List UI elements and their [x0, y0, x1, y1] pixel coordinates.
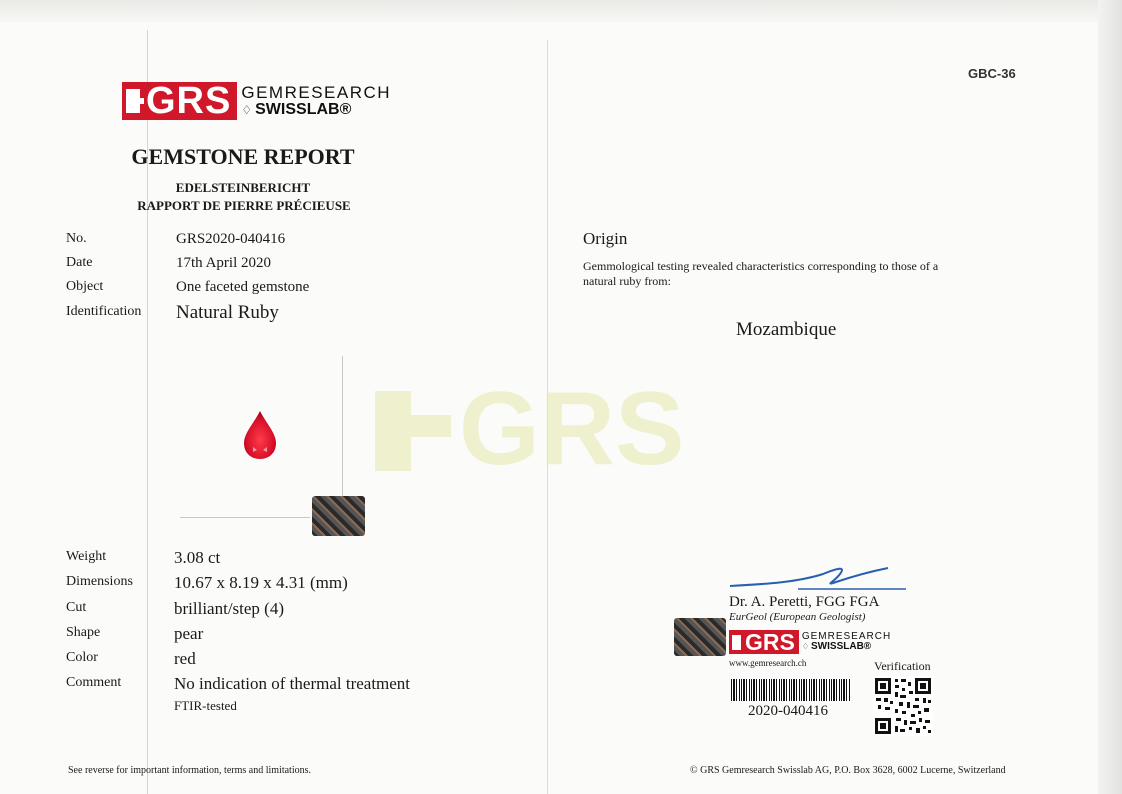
diamond-icon: ♢ [241, 102, 253, 117]
info-label-object: Object [66, 279, 104, 294]
grs-logo-small-mark [729, 630, 799, 654]
swiss-cross-small-icon [732, 635, 741, 650]
hologram-seal-image [312, 496, 365, 536]
signature-scribble [728, 562, 908, 594]
spec-label-dimensions: Dimensions [66, 574, 133, 589]
logo-small-line-1: GEMRESEARCH [801, 630, 892, 642]
paper-right-edge [1098, 0, 1122, 794]
grs-logo-text: GRS [146, 79, 232, 122]
grs-logo-small [729, 630, 891, 654]
hologram-seal-small [674, 618, 726, 656]
barcode [731, 679, 851, 701]
watermark-bar-icon [411, 415, 451, 437]
origin-heading: Origin [583, 229, 628, 248]
photo-guide-vertical [342, 356, 343, 518]
spec-label-comment: Comment [66, 675, 122, 690]
spec-value-color: red [174, 649, 196, 668]
photo-guide-horizontal [180, 517, 310, 518]
spec-label-cut: Cut [66, 600, 87, 615]
diamond-small-icon: ♢ [801, 642, 810, 652]
grs-logo-small-text: GRS [745, 628, 795, 655]
grs-logo-small-wordmark [802, 632, 891, 653]
info-value-object: One faceted gemstone [176, 279, 310, 295]
info-value-identification: Natural Ruby [176, 302, 279, 323]
footer-right-note: © GRS Gemresearch Swisslab AG, P.O. Box 3628, 6002 Lucerne, Switzerland [690, 765, 1006, 776]
spec-value-shape: pear [174, 624, 204, 643]
report-title: GEMSTONE REPORT [131, 144, 355, 169]
logo-small-line-2: SWISSLAB® [811, 641, 872, 652]
website-text: www.gemresearch.ch [729, 658, 807, 668]
signature-title: EurGeol (European Geologist) [729, 611, 866, 623]
watermark-logo [375, 371, 685, 487]
spec-value-cut: brilliant/step (4) [174, 599, 285, 618]
info-label-identification: Identification [66, 304, 142, 319]
grs-logo-wordmark [241, 84, 391, 119]
gbc-code: GBC-36 [968, 66, 1016, 81]
barcode-number: 2020-040416 [748, 703, 828, 719]
report-subtitle-de: EDELSTEINBERICHT [175, 180, 311, 195]
info-value-date: 17th April 2020 [176, 255, 272, 271]
swiss-cross-icon [126, 89, 140, 113]
verification-label: Verification [874, 659, 931, 673]
ruby-gemstone-image [240, 409, 280, 461]
footer-left-note: See reverse for important information, terms and limitations. [68, 765, 311, 776]
spec-value-comment: No indication of thermal treatment [174, 674, 411, 693]
report-subtitle-fr: RAPPORT DE PIERRE PRÉCIEUSE [137, 198, 351, 213]
watermark-text: GRS [459, 371, 685, 487]
info-label-number: No. [66, 231, 87, 246]
origin-text: Gemmological testing revealed characteristics corresponding to those of a natural ruby from: [583, 259, 939, 288]
signature-name: Dr. A. Peretti, FGG FGA [729, 594, 880, 610]
logo-line-1: GEMRESEARCH [241, 82, 392, 102]
info-value-number: GRS2020-040416 [176, 231, 286, 247]
spec-label-color: Color [66, 650, 98, 665]
grs-logo-mark [122, 79, 237, 122]
grs-logo [122, 79, 392, 122]
spec-value-weight: 3.08 ct [174, 548, 221, 567]
info-label-date: Date [66, 255, 93, 270]
origin-country: Mozambique [736, 319, 837, 340]
spec-label-weight: Weight [66, 549, 107, 564]
paper-top-edge [0, 0, 1122, 22]
comment-note: FTIR-tested [174, 698, 237, 713]
logo-line-2: SWISSLAB® [255, 100, 352, 118]
qr-code [873, 676, 933, 736]
spec-value-dimensions: 10.67 x 8.19 x 4.31 (mm) [174, 573, 348, 592]
watermark-mark-icon [375, 391, 411, 471]
spec-label-shape: Shape [66, 625, 101, 640]
